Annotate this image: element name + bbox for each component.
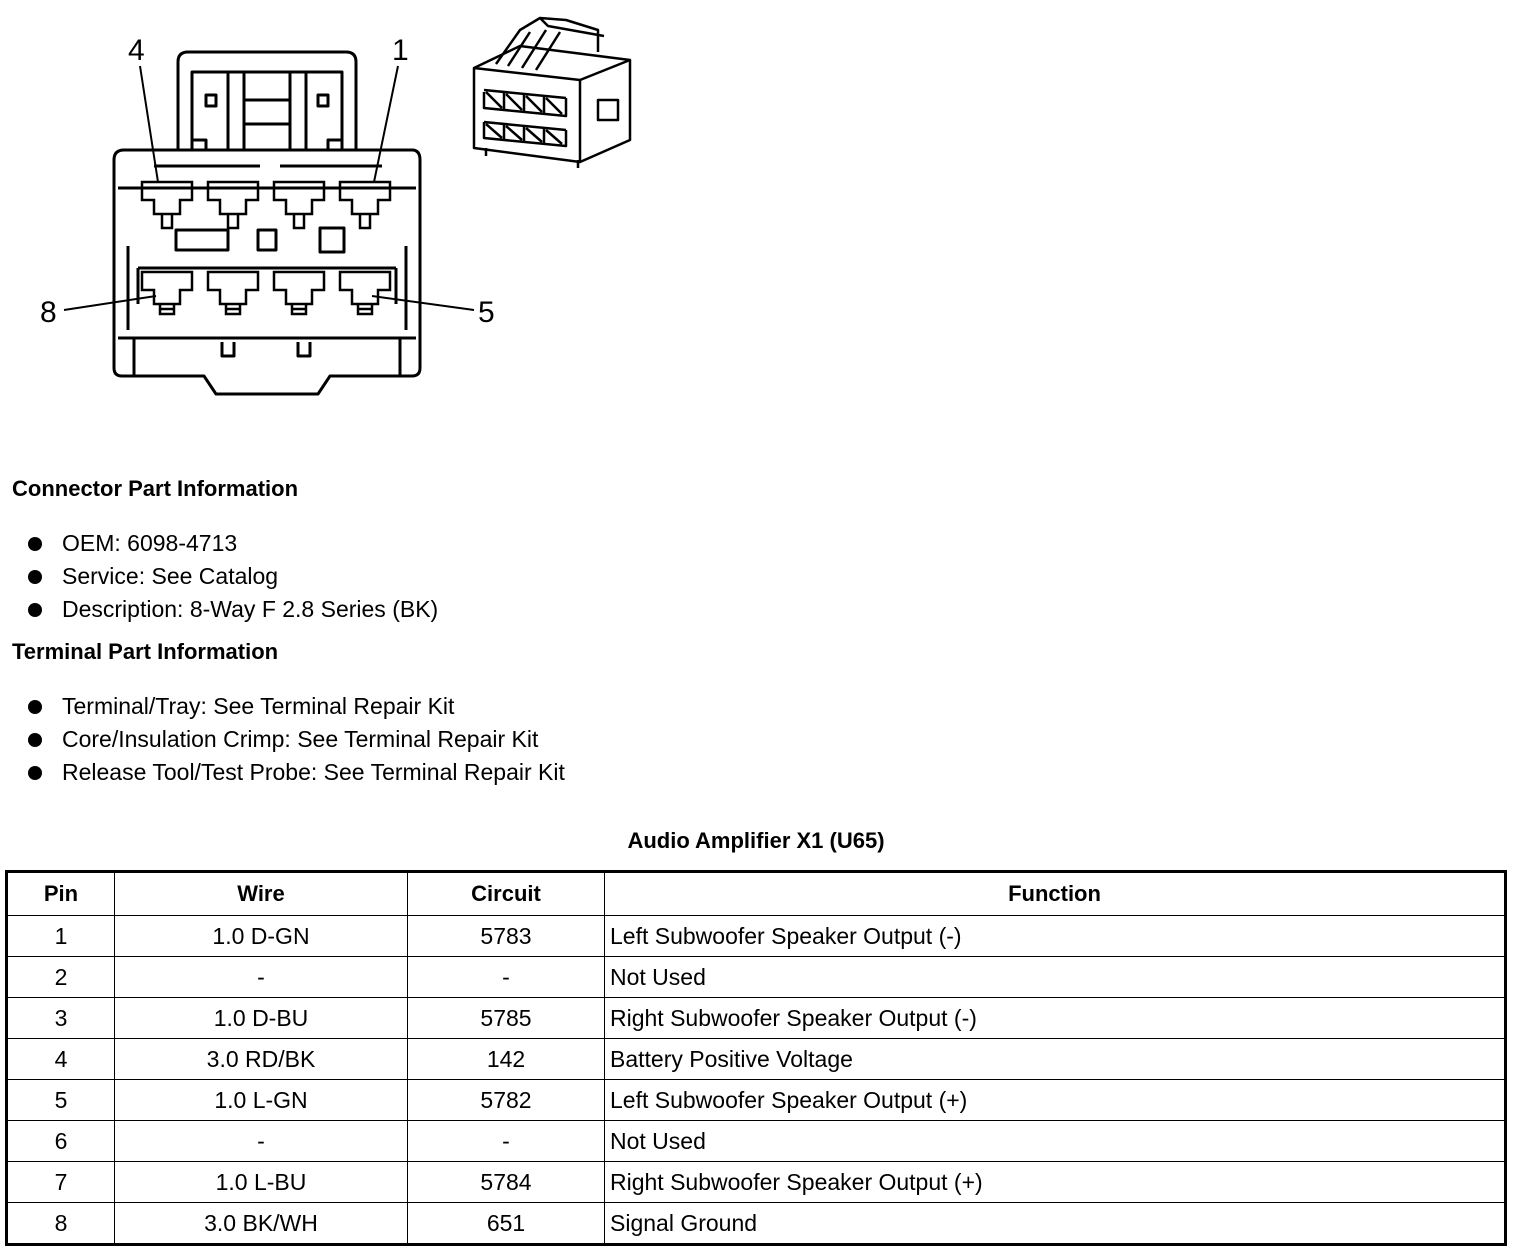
connector-diagram — [0, 0, 700, 410]
header-function: Function — [605, 872, 1506, 916]
list-item: Terminal/Tray: See Terminal Repair Kit — [28, 690, 565, 723]
cell-function: Left Subwoofer Speaker Output (-) — [605, 916, 1506, 957]
cell-wire: 1.0 L-BU — [115, 1162, 408, 1203]
table-row — [7, 957, 1506, 998]
table-row — [7, 1121, 1506, 1162]
bullet-icon — [28, 733, 42, 747]
cell-function: Signal Ground — [605, 1203, 1506, 1245]
cell-circuit: 5785 — [408, 998, 605, 1039]
table-row — [7, 1080, 1506, 1121]
list-item: Description: 8-Way F 2.8 Series (BK) — [28, 593, 438, 626]
cell-circuit: 5782 — [408, 1080, 605, 1121]
list-item: Core/Insulation Crimp: See Terminal Repair Kit — [28, 723, 565, 756]
cell-pin: 1 — [7, 916, 115, 957]
cell-function: Battery Positive Voltage — [605, 1039, 1506, 1080]
cell-wire: 1.0 L-GN — [115, 1080, 408, 1121]
cell-pin: 5 — [7, 1080, 115, 1121]
cell-pin: 3 — [7, 998, 115, 1039]
cell-function: Left Subwoofer Speaker Output (+) — [605, 1080, 1506, 1121]
cell-circuit: 651 — [408, 1203, 605, 1245]
header-circuit: Circuit — [408, 872, 605, 916]
cell-function: Right Subwoofer Speaker Output (-) — [605, 998, 1506, 1039]
connector-part-info-list — [28, 527, 438, 626]
table-row — [7, 1039, 1506, 1080]
bullet-icon — [28, 537, 42, 551]
bullet-icon — [28, 766, 42, 780]
table-row — [7, 1162, 1506, 1203]
cell-wire: 1.0 D-GN — [115, 916, 408, 957]
cell-pin: 7 — [7, 1162, 115, 1203]
callout-pin-5: 5 — [478, 296, 495, 329]
table-row — [7, 998, 1506, 1039]
cell-pin: 8 — [7, 1203, 115, 1245]
cell-wire: - — [115, 957, 408, 998]
callout-pin-4: 4 — [128, 34, 145, 67]
cell-function: Not Used — [605, 957, 1506, 998]
bullet-icon — [28, 603, 42, 617]
list-item: Release Tool/Test Probe: See Terminal Repair Kit — [28, 756, 565, 789]
table-header-row — [7, 872, 1506, 916]
cell-circuit: 5784 — [408, 1162, 605, 1203]
cell-circuit: - — [408, 957, 605, 998]
cell-function: Right Subwoofer Speaker Output (+) — [605, 1162, 1506, 1203]
cell-pin: 6 — [7, 1121, 115, 1162]
header-wire: Wire — [115, 872, 408, 916]
bullet-icon — [28, 700, 42, 714]
cell-circuit: 142 — [408, 1039, 605, 1080]
cell-pin: 4 — [7, 1039, 115, 1080]
connector-part-info-heading: Connector Part Information — [12, 476, 299, 501]
terminal-part-info-heading: Terminal Part Information — [12, 639, 279, 664]
table-title: Audio Amplifier X1 (U65) — [627, 828, 885, 853]
connector-isometric-illustration — [474, 18, 630, 168]
cell-pin: 2 — [7, 957, 115, 998]
cell-function: Not Used — [605, 1121, 1506, 1162]
pinout-table — [5, 870, 1507, 1246]
cell-wire: 3.0 RD/BK — [115, 1039, 408, 1080]
list-item: Service: See Catalog — [28, 560, 438, 593]
list-item: OEM: 6098-4713 — [28, 527, 438, 560]
header-pin: Pin — [7, 872, 115, 916]
cell-wire: - — [115, 1121, 408, 1162]
callout-pin-1: 1 — [392, 34, 409, 67]
callout-pin-8: 8 — [40, 296, 57, 329]
cell-circuit: - — [408, 1121, 605, 1162]
cell-wire: 1.0 D-BU — [115, 998, 408, 1039]
bullet-icon — [28, 570, 42, 584]
cell-wire: 3.0 BK/WH — [115, 1203, 408, 1245]
table-row — [7, 1203, 1506, 1245]
table-row — [7, 916, 1506, 957]
terminal-part-info-list — [28, 690, 565, 789]
cell-circuit: 5783 — [408, 916, 605, 957]
